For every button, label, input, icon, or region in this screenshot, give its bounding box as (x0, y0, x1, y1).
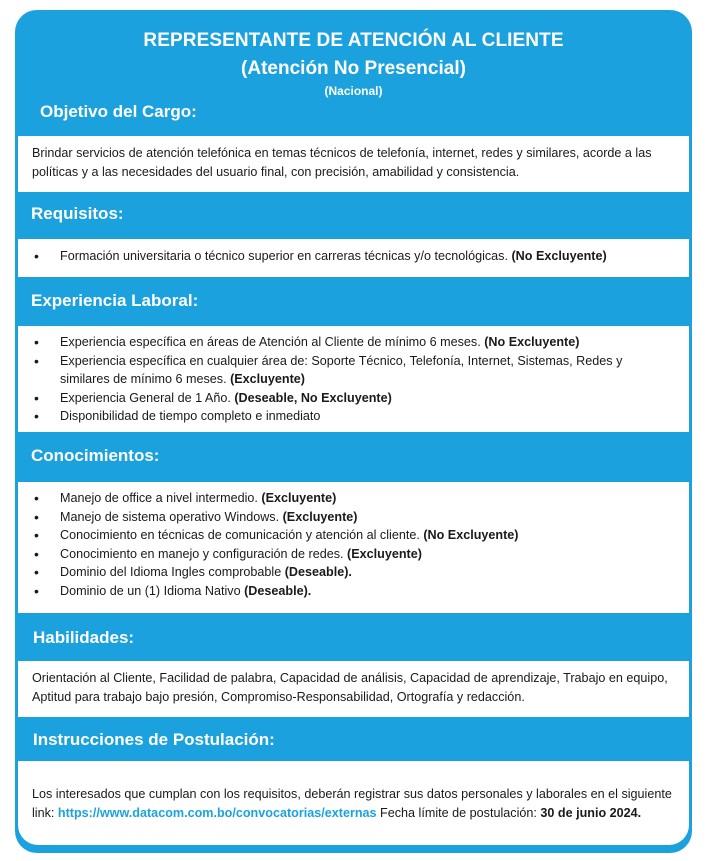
requirement-tag: (Deseable). (244, 583, 312, 598)
requirement-tag: (No Excluyente) (484, 335, 580, 349)
list-item-text: Conocimiento en manejo y configuración de redes. (60, 546, 348, 561)
list-item-text: Manejo de sistema operativo Windows. (60, 509, 283, 524)
section-title-habilidades: Habilidades: (33, 628, 135, 647)
requirement-tag: (Excluyente) (282, 509, 358, 524)
requirement-tag: (No Excluyente) (423, 528, 519, 542)
requirement-tag: (No Excluyente) (511, 249, 607, 263)
list-item-text: Experiencia específica en áreas de Atención al Cliente de mínimo 6 meses. (60, 335, 485, 349)
instrucciones-intro: Los interesados que cumplan con los requisitos, deberán registrar sus datos personales y laborales en el siguiente link: (32, 787, 672, 820)
experiencia-box (18, 326, 689, 432)
list-item (32, 545, 675, 564)
instrucciones-box (18, 761, 689, 845)
conocimientos-box (18, 482, 689, 613)
list-item-text: Disponibilidad de tiempo completo e inmediato (60, 409, 321, 423)
list-item-text: Conocimiento en técnicas de comunicación y atención al cliente. (60, 528, 424, 542)
list-item (32, 389, 675, 408)
habilidades-box (18, 661, 689, 717)
objetivo-text: Brindar servicios de atención telefónica en temas técnicos de telefonía, internet, redes y similares, acorde a las políticas y a las necesidades del usuario final, con precisión, amabilidad y consistencia. (32, 146, 652, 179)
list-item-text: Dominio de un (1) Idioma Nativo (60, 583, 245, 598)
requirement-tag: (Deseable). (284, 565, 352, 579)
section-title-requisitos: Requisitos: (31, 204, 124, 223)
experiencia-list (32, 333, 675, 426)
section-title-instrucciones: Instrucciones de Postulación: (33, 730, 275, 749)
list-item (32, 508, 675, 527)
list-item (32, 333, 675, 352)
job-modality: (Atención No Presencial) (241, 58, 466, 79)
job-title: REPRESENTANTE DE ATENCIÓN AL CLIENTE (143, 30, 564, 51)
habilidades-text: Orientación al Cliente, Facilidad de palabra, Capacidad de análisis, Capacidad de aprendizaje, Trabajo en equipo, Aptitud para trabajo bajo presión, Compromiso-Responsabilidad, Ortografía y redacción. (32, 671, 668, 704)
deadline-label: Fecha límite de postulación: (376, 805, 541, 820)
list-item-text: Formación universitaria o técnico superior en carreras técnicas y/o tecnológicas. (60, 249, 512, 263)
list-item (32, 526, 675, 545)
list-item (32, 407, 675, 426)
requirement-tag: (Excluyente) (261, 491, 337, 505)
conocimientos-list (32, 489, 675, 600)
list-item-text: Experiencia específica en cualquier área de: Soporte Técnico, Telefonía, Internet, Sistemas, Redes y similares de mínimo 6 meses. (60, 353, 623, 386)
list-item (32, 563, 675, 582)
deadline-date: 30 de junio 2024. (540, 805, 642, 820)
list-item-text: Dominio del Idioma Ingles comprobable (60, 565, 285, 579)
job-posting-card (15, 10, 692, 853)
section-title-experiencia: Experiencia Laboral: (31, 291, 199, 310)
list-item (32, 247, 675, 266)
list-item (32, 352, 675, 389)
list-item-text: Experiencia General de 1 Año. (60, 390, 235, 405)
requirement-tag: (Deseable, No Excluyente) (234, 390, 392, 405)
list-item-text: Manejo de office a nivel intermedio. (60, 491, 262, 505)
requisitos-list (32, 247, 675, 266)
list-item (32, 489, 675, 508)
application-link[interactable]: https://www.datacom.com.bo/convocatorias/externas (57, 805, 377, 820)
section-title-objetivo: Objetivo del Cargo: (40, 102, 197, 121)
requirement-tag: (Excluyente) (347, 546, 422, 561)
job-scope: (Nacional) (324, 84, 383, 98)
list-item (32, 582, 675, 601)
instrucciones-text (32, 785, 675, 822)
requisitos-box (18, 239, 689, 277)
objetivo-box (18, 136, 689, 192)
section-title-conocimientos: Conocimientos: (31, 446, 160, 465)
requirement-tag: (Excluyente) (230, 372, 305, 386)
